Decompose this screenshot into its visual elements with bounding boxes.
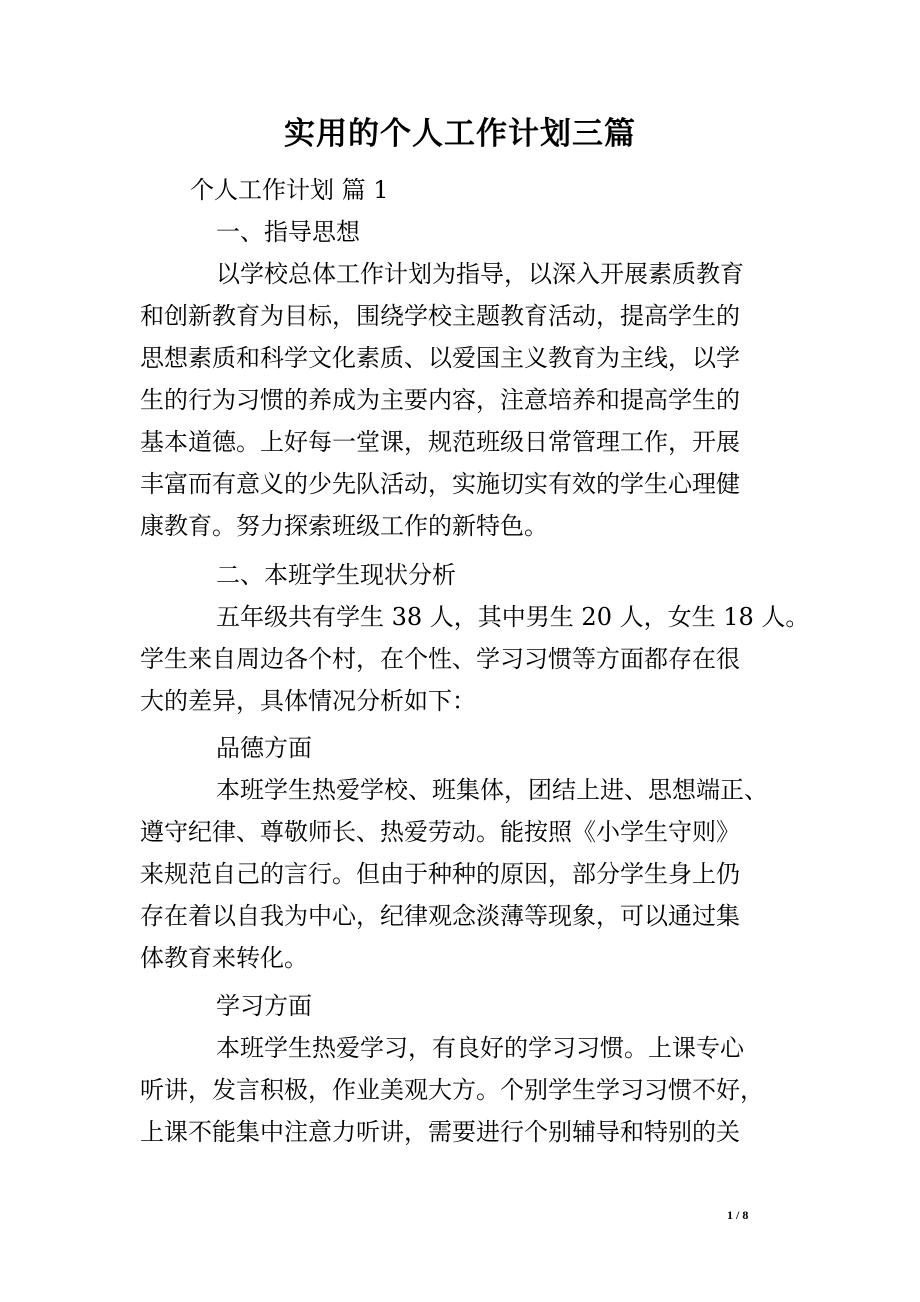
paragraph-line: 学生来自周边各个村，在个性、学习习惯等方面都存在很 <box>140 645 740 673</box>
paragraph-line: 存在着以自我为中心，纪律观念淡薄等现象，可以通过集 <box>140 902 740 930</box>
heading-guiding-thought: 一、指导思想 <box>216 218 360 246</box>
paragraph-line: 五年级共有学生 38 人，其中男生 20 人，女生 18 人。 <box>216 603 810 631</box>
paragraph-line: 和创新教育为目标，围绕学校主题教育活动，提高学生的 <box>140 302 740 330</box>
paragraph-line: 基本道德。上好每一堂课，规范班级日常管理工作，开展 <box>140 428 740 456</box>
heading-morality: 品德方面 <box>216 734 312 762</box>
paragraph-line: 丰富而有意义的少先队活动，实施切实有效的学生心理健 <box>140 470 740 498</box>
section-subtitle: 个人工作计划 篇 1 <box>190 176 389 204</box>
paragraph-line: 生的行为习惯的养成为主要内容，注意培养和提高学生的 <box>140 386 740 414</box>
paragraph-line: 听讲，发言积极，作业美观大方。个别学生学习习惯不好， <box>140 1076 764 1104</box>
paragraph-line: 上课不能集中注意力听讲，需要进行个别辅导和特别的关 <box>140 1118 740 1146</box>
paragraph-line: 思想素质和科学文化素质、以爱国主义教育为主线，以学 <box>140 344 740 372</box>
paragraph-line: 康教育。努力探索班级工作的新特色。 <box>140 512 548 540</box>
paragraph-line: 本班学生热爱学习，有良好的学习习惯。上课专心 <box>216 1034 744 1062</box>
heading-study: 学习方面 <box>216 992 312 1020</box>
paragraph-line: 本班学生热爱学校、班集体，团结上进、思想端正、 <box>216 776 768 804</box>
paragraph-line: 大的差异，具体情况分析如下： <box>140 687 476 715</box>
page-number: 1 / 8 <box>727 1208 749 1222</box>
paragraph-line: 以学校总体工作计划为指导，以深入开展素质教育 <box>216 260 744 288</box>
paragraph-line: 体教育来转化。 <box>140 944 308 972</box>
paragraph-line: 来规范自己的言行。但由于种种的原因，部分学生身上仍 <box>140 860 740 888</box>
paragraph-line: 遵守纪律、尊敬师长、热爱劳动。能按照《小学生守则》 <box>140 818 740 846</box>
heading-class-analysis: 二、本班学生现状分析 <box>216 561 456 589</box>
document-title: 实用的个人工作计划三篇 <box>284 116 636 152</box>
